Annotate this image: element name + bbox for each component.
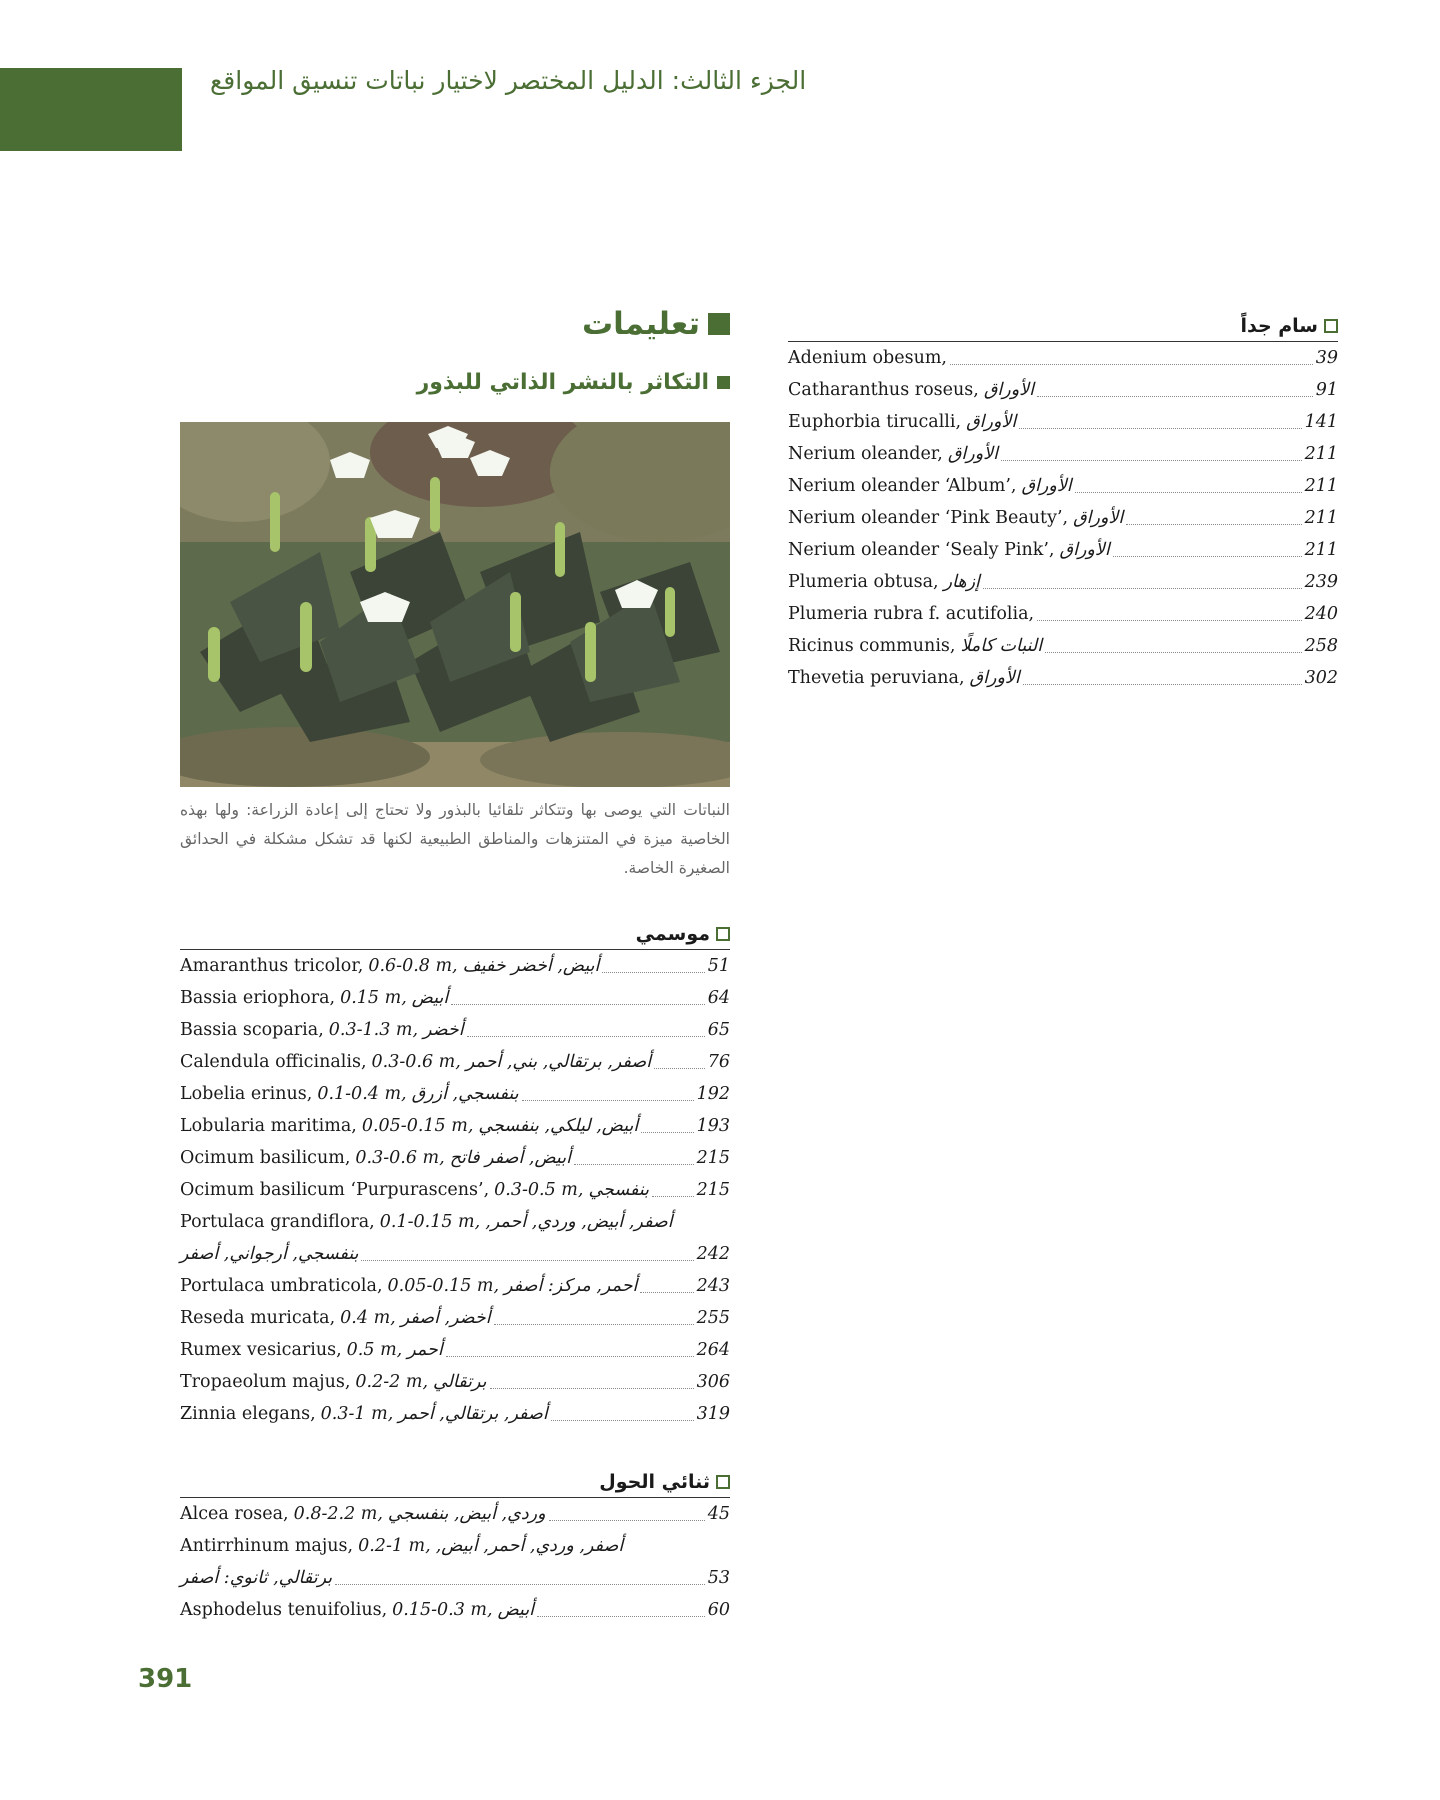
plant-name: Adenium obesum, <box>788 348 947 368</box>
list-item <box>180 1366 730 1398</box>
list-item-line <box>180 1530 730 1562</box>
list-item <box>180 982 730 1014</box>
dot-leader <box>522 1100 694 1101</box>
flower-colors: أخضر, أصفر <box>400 1308 491 1328</box>
list-items <box>180 1498 730 1626</box>
plant-name: Ocimum basilicum, <box>180 1148 351 1168</box>
list-item <box>788 342 1338 374</box>
flower-colors: أصفر, وردي, أحمر, أبيض, <box>435 1536 624 1556</box>
page-ref: 39 <box>1315 348 1338 368</box>
flower-colors-continued: برتقالي, ثانوي: أصفر <box>180 1568 333 1588</box>
plant-name: Nerium oleander ‘Pink Beauty’, <box>788 508 1069 528</box>
dot-leader <box>490 1388 694 1389</box>
square-outline-icon <box>716 1475 730 1489</box>
toxic-part: الأوراق <box>1021 476 1072 496</box>
list-item <box>788 566 1338 598</box>
dot-leader <box>1037 396 1313 397</box>
plant-name: Nerium oleander, <box>788 444 943 464</box>
plant-height: 0.1-0.15 m, <box>379 1212 481 1232</box>
plant-name: Portulaca grandiflora, <box>180 1212 375 1232</box>
list-title: موسمي <box>635 923 710 945</box>
dot-leader <box>549 1520 705 1521</box>
page-ref: 192 <box>696 1084 730 1104</box>
plant-name: Rumex vesicarius, <box>180 1340 342 1360</box>
list-item <box>180 1270 730 1302</box>
list-item <box>180 1594 730 1626</box>
plant-name: Catharanthus roseus, <box>788 380 979 400</box>
list-item <box>180 1110 730 1142</box>
flower-colors: أحمر, مركز: أصفر <box>504 1276 638 1296</box>
plant-name: Antirrhinum majus, <box>180 1536 354 1556</box>
page-ref: 211 <box>1304 540 1338 560</box>
dot-leader <box>641 1132 693 1133</box>
plant-height: 0.15-0.3 m, <box>392 1600 493 1620</box>
dot-leader <box>1075 492 1302 493</box>
plant-height: 0.05-0.15 m, <box>387 1276 500 1296</box>
dot-leader <box>1045 652 1302 653</box>
dot-leader <box>654 1068 705 1069</box>
toxic-part: الأوراق <box>947 444 999 464</box>
list-item <box>180 1302 730 1334</box>
square-outline-icon <box>1324 319 1338 333</box>
plant-height: 0.2-1 m, <box>358 1536 431 1556</box>
dot-leader <box>537 1616 705 1617</box>
list-title: ثنائي الحول <box>599 1471 710 1493</box>
square-filled-icon <box>708 313 730 335</box>
list-item <box>180 1498 730 1530</box>
dot-leader <box>467 1036 705 1037</box>
dot-leader <box>640 1292 693 1293</box>
biennial-list <box>180 1468 730 1626</box>
page-ref: 242 <box>696 1244 730 1264</box>
section-subtitle: التكاثر بالنشر الذاتي للبذور <box>416 369 709 395</box>
plant-photo <box>180 422 730 787</box>
page-ref: 255 <box>696 1308 730 1328</box>
flower-colors: أبيض, أخضر خفيف <box>462 956 600 976</box>
page-ref: 239 <box>1304 572 1338 592</box>
plant-height: 0.2-2 m, <box>355 1372 429 1392</box>
toxic-part: الأوراق <box>966 412 1017 432</box>
plant-name: Amaranthus tricolor, <box>180 956 364 976</box>
list-item-line <box>180 1562 730 1594</box>
plant-name: Portulaca umbraticola, <box>180 1276 383 1296</box>
plant-name: Asphodelus tenuifolius, <box>180 1600 388 1620</box>
plant-height: 0.3-1 m, <box>320 1404 394 1424</box>
flower-colors: أبيض, أصفر فاتح <box>449 1148 571 1168</box>
page-number: 391 <box>138 1664 193 1694</box>
plant-name: Alcea rosea, <box>180 1504 289 1524</box>
list-items <box>180 950 730 1430</box>
chapter-color-tab <box>0 68 182 151</box>
dot-leader <box>1001 460 1302 461</box>
dot-leader <box>446 1356 694 1357</box>
page-ref: 306 <box>696 1372 730 1392</box>
plant-name: Ocimum basilicum ‘Purpurascens’, <box>180 1180 490 1200</box>
plant-name: Bassia eriophora, <box>180 988 336 1008</box>
dot-leader <box>335 1584 705 1585</box>
flower-colors: بنفسجي, أزرق <box>411 1084 519 1104</box>
list-item-line <box>180 1238 730 1270</box>
plant-height: 0.5 m, <box>346 1340 403 1360</box>
toxic-part: النبات كاملًا <box>960 636 1043 656</box>
page-ref: 76 <box>707 1052 730 1072</box>
dot-leader <box>1126 524 1301 525</box>
list-item <box>180 1334 730 1366</box>
list-item <box>180 1206 730 1270</box>
flower-colors: أبيض, ليلكي, بنفسجي <box>478 1116 639 1136</box>
plant-name: Zinnia elegans, <box>180 1404 316 1424</box>
list-item <box>180 1398 730 1430</box>
page-ref: 141 <box>1304 412 1338 432</box>
square-outline-icon <box>716 927 730 941</box>
list-items <box>788 342 1338 694</box>
dot-leader <box>950 364 1313 365</box>
plant-height: 0.8-2.2 m, <box>293 1504 383 1524</box>
list-item <box>180 1174 730 1206</box>
dot-leader <box>1113 556 1302 557</box>
plant-name: Plumeria rubra f. acutifolia, <box>788 604 1035 624</box>
list-item <box>180 950 730 982</box>
list-item <box>788 662 1338 694</box>
list-item <box>180 1142 730 1174</box>
flower-colors-continued: بنفسجي, أرجواني, أصفر <box>180 1244 359 1264</box>
plant-height: 0.3-0.5 m, <box>494 1180 584 1200</box>
plant-name: Thevetia peruviana, <box>788 668 965 688</box>
flower-colors: أحمر <box>407 1340 443 1360</box>
page-ref: 264 <box>696 1340 730 1360</box>
plant-height: 0.15 m, <box>340 988 407 1008</box>
page-ref: 243 <box>696 1276 730 1296</box>
dot-leader <box>494 1324 694 1325</box>
plant-height: 0.05-0.15 m, <box>361 1116 474 1136</box>
page-ref: 60 <box>707 1600 730 1620</box>
list-heading <box>788 312 1338 342</box>
flower-colors: وردي, أبيض, بنفسجي <box>387 1504 546 1524</box>
list-title: سام جداً <box>1240 315 1318 337</box>
plant-height: 0.3-1.3 m, <box>328 1020 419 1040</box>
section-title: تعليمات <box>581 306 700 342</box>
page-ref: 51 <box>707 956 730 976</box>
page-ref: 215 <box>696 1180 730 1200</box>
toxic-part: إزهار <box>943 572 980 592</box>
plant-name: Tropaeolum majus, <box>180 1372 351 1392</box>
plant-name: Calendula officinalis, <box>180 1052 367 1072</box>
flower-colors: برتقالي <box>433 1372 487 1392</box>
toxic-part: الأوراق <box>1059 540 1110 560</box>
dot-leader <box>1019 428 1301 429</box>
list-item <box>180 1078 730 1110</box>
page-ref: 319 <box>696 1404 730 1424</box>
list-item <box>788 502 1338 534</box>
page-ref: 53 <box>707 1568 730 1588</box>
list-item <box>180 1530 730 1594</box>
plant-name: Lobelia erinus, <box>180 1084 313 1104</box>
seasonal-list <box>180 920 730 1430</box>
page-ref: 91 <box>1315 380 1338 400</box>
list-item <box>788 406 1338 438</box>
page-ref: 211 <box>1304 444 1338 464</box>
plant-name: Nerium oleander ‘Album’, <box>788 476 1017 496</box>
running-header: الجزء الثالث: الدليل المختصر لاختيار نباتات تنسيق المواقع <box>210 66 807 95</box>
plant-height: 0.3-0.6 m, <box>355 1148 445 1168</box>
plant-name: Plumeria obtusa, <box>788 572 939 592</box>
page-ref: 240 <box>1304 604 1338 624</box>
flower-colors: أصفر, برتقالي, بني, أحمر <box>465 1052 652 1072</box>
page-ref: 45 <box>707 1504 730 1524</box>
plant-height: 0.1-0.4 m, <box>317 1084 407 1104</box>
page-ref: 64 <box>707 988 730 1008</box>
plant-name: Nerium oleander ‘Sealy Pink’, <box>788 540 1055 560</box>
flower-colors: أصفر, برتقالي, أحمر <box>398 1404 548 1424</box>
list-item <box>788 374 1338 406</box>
list-heading <box>180 920 730 950</box>
page-ref: 302 <box>1304 668 1338 688</box>
list-item-line <box>180 1206 730 1238</box>
dot-leader <box>983 588 1302 589</box>
dot-leader <box>451 1004 705 1005</box>
list-item <box>180 1046 730 1078</box>
list-item <box>788 534 1338 566</box>
plant-name: Euphorbia tirucalli, <box>788 412 962 432</box>
dot-leader <box>652 1196 694 1197</box>
dot-leader <box>1037 620 1302 621</box>
toxic-part: الأوراق <box>983 380 1034 400</box>
plant-name: Reseda muricata, <box>180 1308 336 1328</box>
list-item <box>788 598 1338 630</box>
instructions-section <box>180 296 730 412</box>
list-heading <box>180 1468 730 1498</box>
plant-name: Lobularia maritima, <box>180 1116 357 1136</box>
photo-caption: النباتات التي يوصى بها وتتكاثر تلقائيا بالبذور ولا تحتاج إلى إعادة الزراعة: ولها بهذه الخاصية ميزة في المتنزهات والمناطق الطبيعية لكنها قد تشكل مشكلة في الحدائق الصغيرة الخاصة. <box>180 801 730 877</box>
dot-leader <box>574 1164 694 1165</box>
flower-colors: أبيض <box>497 1600 535 1620</box>
page-ref: 65 <box>707 1020 730 1040</box>
square-filled-small-icon <box>717 376 730 389</box>
page-ref: 215 <box>696 1148 730 1168</box>
list-item <box>788 630 1338 662</box>
list-item <box>788 438 1338 470</box>
dot-leader <box>361 1260 693 1261</box>
dot-leader <box>602 972 704 973</box>
flower-colors: بنفسجي <box>588 1180 649 1200</box>
plant-name: Bassia scoparia, <box>180 1020 324 1040</box>
list-item <box>788 470 1338 502</box>
very-toxic-list <box>788 312 1338 694</box>
flower-colors: أبيض <box>411 988 449 1008</box>
toxic-part: الأوراق <box>969 668 1020 688</box>
dot-leader <box>551 1420 694 1421</box>
plant-height: 0.6-0.8 m, <box>368 956 458 976</box>
plant-height: 0.3-0.6 m, <box>371 1052 461 1072</box>
list-item <box>180 1014 730 1046</box>
flower-colors: أخضر <box>423 1020 464 1040</box>
page-ref: 211 <box>1304 508 1338 528</box>
toxic-part: الأوراق <box>1073 508 1124 528</box>
page-ref: 258 <box>1304 636 1338 656</box>
page-ref: 211 <box>1304 476 1338 496</box>
plant-height: 0.4 m, <box>340 1308 396 1328</box>
dot-leader <box>1023 684 1302 685</box>
plant-name: Ricinus communis, <box>788 636 956 656</box>
page-ref: 193 <box>696 1116 730 1136</box>
flower-colors: أصفر, أبيض, وردي, أحمر, <box>485 1212 673 1232</box>
